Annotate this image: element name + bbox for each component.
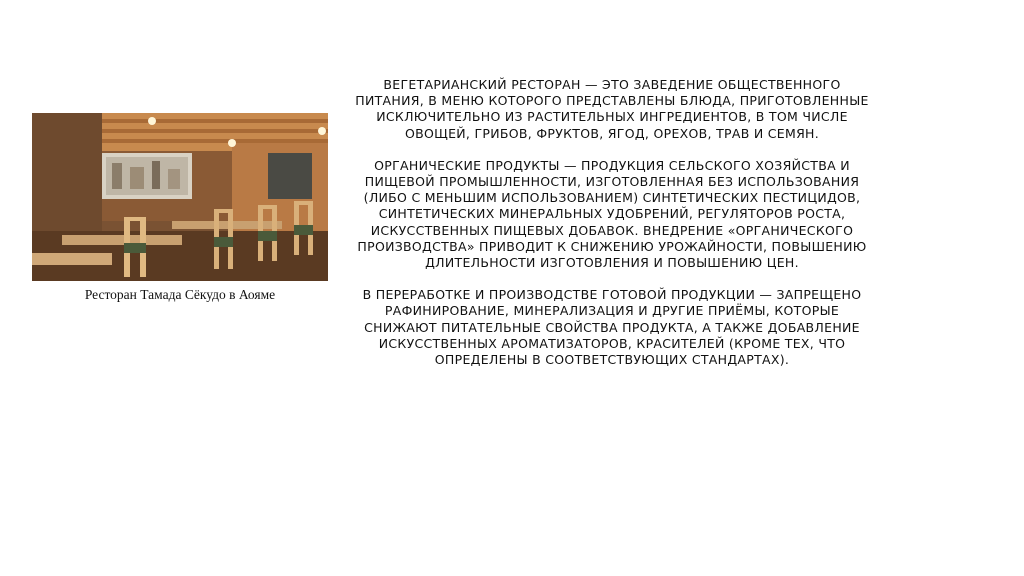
paragraph-organic-products: ОРГАНИЧЕСКИЕ ПРОДУКТЫ — ПРОДУКЦИЯ СЕЛЬСКОГО ХОЗЯЙСТВА И ПИЩЕВОЙ ПРОМЫШЛЕННОСТИ, ИЗГОТОВЛЕННАЯ БЕЗ ИСПОЛЬЗОВАНИЯ (ЛИБО С МЕНЬШИМ ИСПОЛЬЗОВАНИЕМ) СИНТЕТИЧЕСКИХ ПЕСТИЦИДОВ, СИНТЕТИЧЕСКИХ МИНЕРАЛЬНЫХ УДОБРЕНИЙ, РЕГУЛЯТОРОВ РОСТА, ИСКУССТВЕННЫХ ПИЩЕВЫХ ДОБАВОК. ВНЕДРЕНИЕ «ОРГАНИЧЕСКОГО ПРОИЗВОДСТВА» ПРИВОДИТ К СНИЖЕНИЮ УРОЖАЙНОСТИ, ПОВЫШЕНИЮ ДЛИТЕЛЬНОСТИ ИЗГОТОВЛЕНИЯ И ПОВЫШЕНИЮ ЦЕН. — [357, 157, 867, 271]
restaurant-illustration — [32, 113, 328, 281]
photo-caption: Ресторан Тамада Сёкудо в Аояме — [84, 287, 276, 302]
body-text — [352, 77, 872, 368]
paragraph-vegetarian-restaurant: ВЕГЕТАРИАНСКИЙ РЕСТОРАН — ЭТО ЗАВЕДЕНИЕ ОБЩЕСТВЕННОГО ПИТАНИЯ, В МЕНЮ КОТОРОГО ПРЕДСТАВЛЕНЫ БЛЮДА, ПРИГОТОВЛЕННЫЕ ИСКЛЮЧИТЕЛЬНО ИЗ РАСТИТЕЛЬНЫХ ИНГРЕДИЕНТОВ, В ТОМ ЧИСЛЕ ОВОЩЕЙ, ГРИБОВ, ФРУКТОВ, ЯГОД, ОРЕХОВ, ТРАВ И СЕМЯН. — [355, 77, 869, 141]
paragraph-processing: В ПЕРЕРАБОТКЕ И ПРОИЗВОДСТВЕ ГОТОВОЙ ПРОДУКЦИИ — ЗАПРЕЩЕНО РАФИНИРОВАНИЕ, МИНЕРАЛИЗАЦИЯ И ДРУГИЕ ПРИЁМЫ, КОТОРЫЕ СНИЖАЮТ ПИТАТЕЛЬНЫЕ СВОЙСТВА ПРОДУКТА, А ТАКЖЕ ДОБАВЛЕНИЕ ИСКУССТВЕННЫХ АРОМАТИЗАТОРОВ, КРАСИТЕЛЕЙ (КРОМЕ ТЕХ, ЧТО ОПРЕДЕЛЕНЫ В СООТВЕТСТВУЮЩИХ СТАНДАРТАХ). — [362, 287, 862, 368]
restaurant-photo — [32, 113, 328, 281]
